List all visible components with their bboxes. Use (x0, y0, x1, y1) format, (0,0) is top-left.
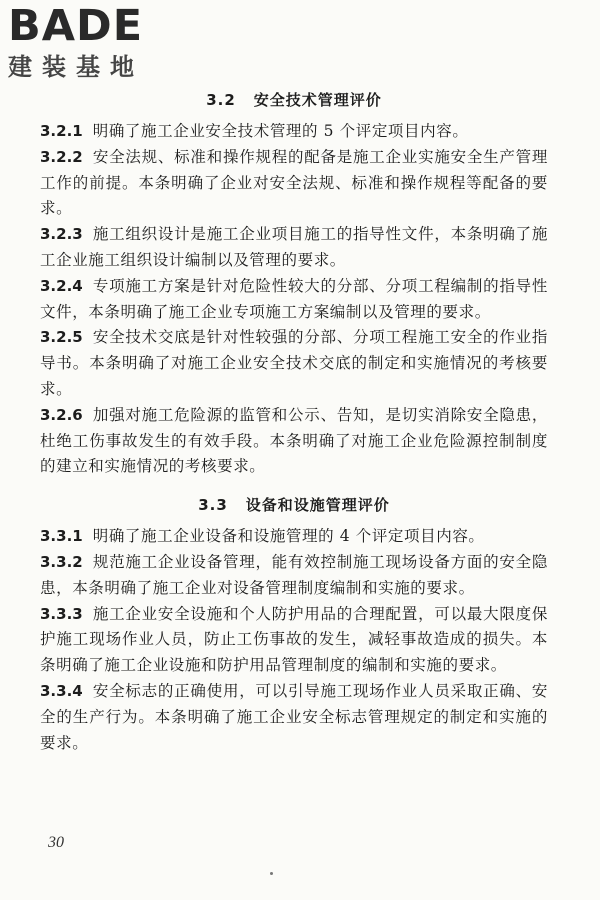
clause-3-2-4 (40, 274, 548, 326)
clause-text: 明确了施工企业设备和设施管理的 4 个评定项目内容。 (92, 527, 485, 546)
section-heading-3-2 (40, 87, 548, 113)
logo-subtitle-text: 建装基地 (8, 53, 144, 81)
section-number: 3.3 (198, 496, 228, 515)
section-heading-3-3 (40, 492, 548, 518)
clause-3-3-4 (40, 679, 548, 756)
clause-text: 专项施工方案是针对危险性较大的分部、分项工程编制的指导性文件，本条明确了施工企业专项施工方案编制以及管理的要求。 (40, 276, 548, 321)
clause-3-3-3 (40, 602, 548, 679)
clause-3-3-1 (40, 524, 548, 550)
clause-number: 3.2.3 (40, 225, 83, 244)
clause-text: 明确了施工企业安全技术管理的 5 个评定项目内容。 (92, 122, 469, 140)
clause-text: 安全技术交底是针对性较强的分部、分项工程施工安全的作业指导书。本条明确了对施工企业安全技术交底的制定和实施情况的考核要求。 (40, 328, 548, 398)
clause-text: 安全法规、标准和操作规程的配备是施工企业实施安全生产管理工作的前提。本条明确了企业对安全法规、标准和操作规程等配备的要求。 (40, 147, 548, 218)
section-spacer (40, 480, 548, 492)
clause-text: 规范施工企业设备管理，能有效控制施工现场设备方面的安全隐患，本条明确了施工企业对设备管理制度编制和实施的要求。 (40, 552, 548, 597)
scan-speck (270, 872, 273, 875)
clause-text: 安全标志的正确使用，可以引导施工现场作业人员采取正确、安全的生产行为。本条明确了施工企业安全标志管理规定的制定和实施的要求。 (40, 681, 548, 752)
section-number: 3.2 (206, 91, 236, 109)
clause-number: 3.3.1 (40, 527, 83, 546)
clause-number: 3.3.4 (40, 681, 83, 700)
section-title: 设备和设施管理评价 (245, 496, 390, 515)
clause-number: 3.2.1 (40, 122, 83, 140)
logo-brand-text: BADE (8, 1, 144, 51)
section-title: 安全技术管理评价 (253, 91, 382, 109)
page-content (40, 87, 548, 756)
clause-3-2-3 (40, 222, 548, 274)
clause-text: 加强对施工危险源的监管和公示、告知，是切实消除安全隐患，杜绝工伤事故发生的有效手段。本条明确了对施工企业危险源控制制度的建立和实施情况的考核要求。 (40, 405, 548, 476)
clause-number: 3.2.5 (40, 328, 83, 347)
clause-number: 3.3.2 (40, 552, 83, 571)
clause-number: 3.2.6 (40, 405, 83, 424)
clause-number: 3.2.2 (40, 147, 83, 166)
clause-3-3-2 (40, 550, 548, 602)
clause-3-2-1 (40, 119, 548, 145)
page-number: 30 (48, 834, 64, 851)
clause-3-2-2 (40, 145, 548, 222)
clause-number: 3.3.3 (40, 604, 83, 623)
clause-3-2-5 (40, 325, 548, 402)
clause-3-2-6 (40, 403, 548, 480)
clause-number: 3.2.4 (40, 276, 83, 295)
site-logo (8, 1, 180, 84)
clause-text: 施工企业安全设施和个人防护用品的合理配置，可以最大限度保护施工现场作业人员，防止工伤事故的发生，减轻事故造成的损失。本条明确了施工企业设施和防护用品管理制度的编制和实施的要求。 (40, 604, 548, 675)
clause-text: 施工组织设计是施工企业项目施工的指导性文件，本条明确了施工企业施工组织设计编制以及管理的要求。 (40, 225, 548, 269)
